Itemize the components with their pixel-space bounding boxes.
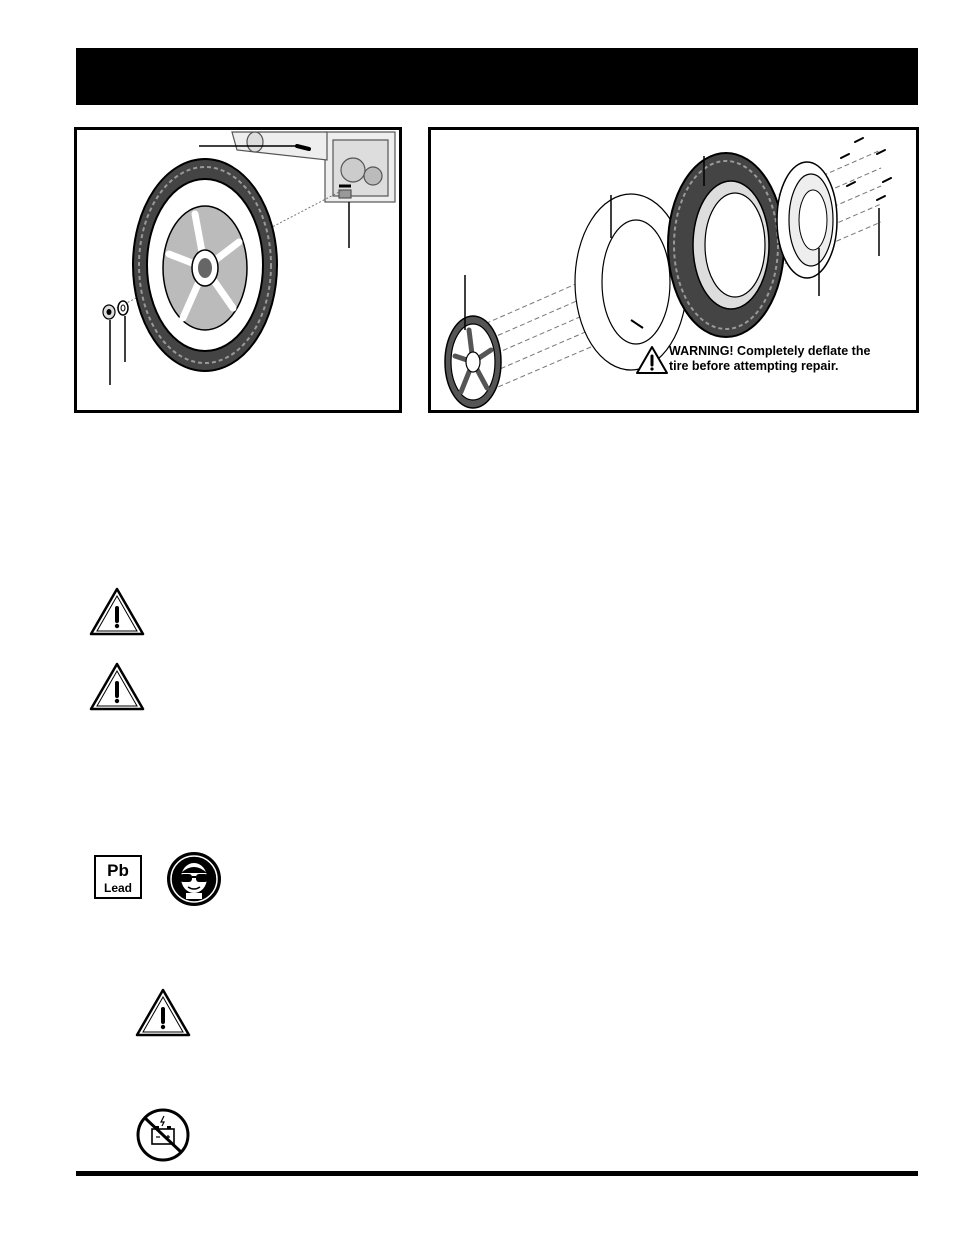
lead-hazard-icon xyxy=(94,855,142,899)
rim-bolts-drawing xyxy=(841,138,891,200)
rim-half-drawing xyxy=(445,316,501,408)
no-battery-charging-icon xyxy=(135,1107,191,1163)
drive-wheel-drawing xyxy=(133,159,277,371)
lead-label: Lead xyxy=(103,881,132,895)
wheel-removal-illustration xyxy=(77,130,399,410)
page-header-bar xyxy=(76,48,918,105)
page-footer-rule xyxy=(76,1171,918,1176)
warning-line-2: tire before attempting repair. xyxy=(669,359,839,373)
warning-line-1: WARNING! Completely deflate the xyxy=(669,344,871,358)
eye-protection-icon xyxy=(166,851,222,907)
lead-symbol: Pb xyxy=(107,861,129,880)
tire-deflate-warning xyxy=(669,344,915,374)
warning-triangle-icon xyxy=(134,987,192,1039)
warning-triangle-icon xyxy=(88,586,146,638)
washer-drawing xyxy=(118,301,128,315)
inner-rim-drawing xyxy=(777,162,837,278)
wheel-removal-figure xyxy=(74,127,402,413)
tire-drawing xyxy=(668,153,784,337)
warning-triangle-icon xyxy=(88,661,146,713)
axle-nut-drawing xyxy=(103,305,115,319)
